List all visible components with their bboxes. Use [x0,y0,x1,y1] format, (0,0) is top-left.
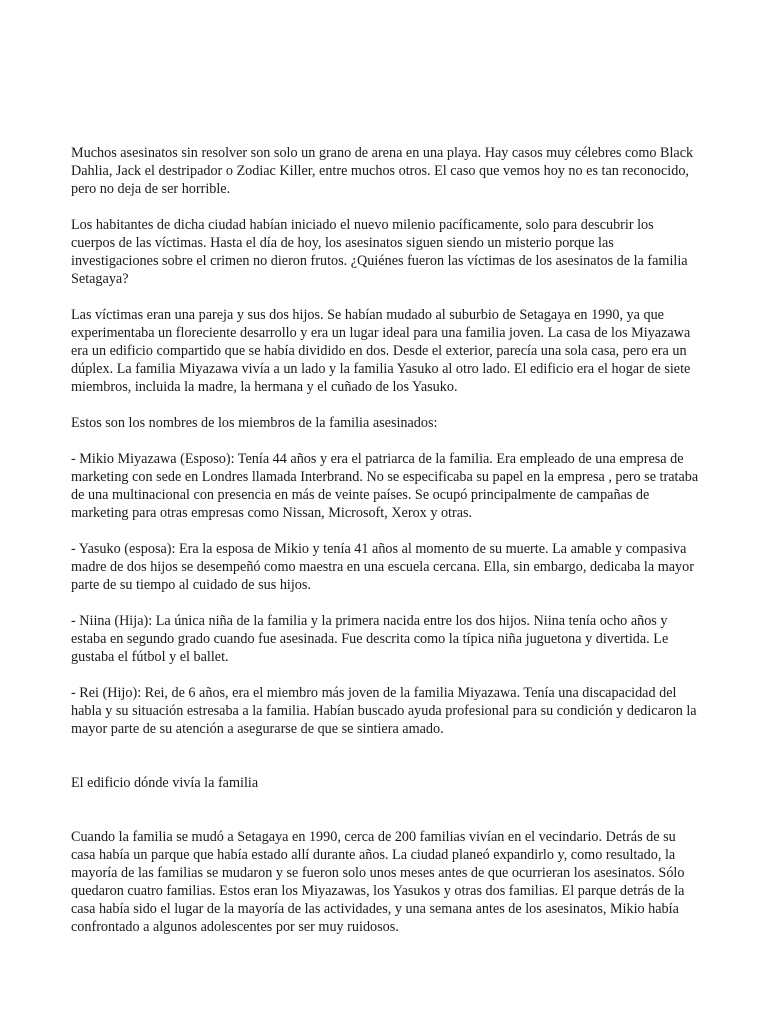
paragraph-yasuko: - Yasuko (esposa): Era la esposa de Mikio y tenía 41 años al momento de su muerte. La amable y compasiva madre de dos hijos se desempeñó como maestra en una escuela cercana. Ella, sin embargo, dedicaba la mayor parte de su tiempo al cuidado de sus hijos. [71,541,694,593]
paragraph-rei: - Rei (Hijo): Rei, de 6 años, era el miembro más joven de la familia Miyazawa. Tenía una discapacidad del habla y su situación estresaba a la familia. Habían buscado ayuda profesional para su condición y dedicaron la mayor parte de su atención a asegurarse de que se sintiera amado. [71,685,697,737]
paragraph-building: Cuando la familia se mudó a Setagaya en 1990, cerca de 200 familias vivían en el vecindario. Detrás de su casa había un parque que había estado allí durante años. La ciudad planeó expandirlo y, como resultado, la mayoría de las familias se mudaron y se fueron solo unos meses antes de que ocurrieran los asesinatos. Sólo quedaron cuatro familias. Estos eran los Miyazawas, los Yasukos y otras dos familias. El parque detrás de la casa había sido el lugar de la mayoría de las actividades, y una semana antes de los asesinatos, Mikio había confrontado a algunos adolescentes por ser muy ruidosos. [71,829,685,935]
paragraph-mikio: - Mikio Miyazawa (Esposo): Tenía 44 años y era el patriarca de la familia. Era empleado de una empresa de marketing con sede en Londres llamada Interbrand. No se especificaba su papel en la empresa , pero se trataba de una multinacional con presencia en más de veinte países. Se ocupó principalmente de campañas de marketing para otras empresas como Nissan, Microsoft, Xerox y otras. [71,451,699,521]
paragraph-members-intro: Estos son los nombres de los miembros de la familia asesinados: [71,415,438,431]
paragraph-niina: - Niina (Hija): La única niña de la familia y la primera nacida entre los dos hijos. Niina tenía ocho años y estaba en segundo grado cuando fue asesinada. Fue descrita como la típica niña juguetona y divertida. Le gustaba el fútbol y el ballet. [71,613,669,665]
paragraph-victims: Las víctimas eran una pareja y sus dos hijos. Se habían mudado al suburbio de Setagaya en 1990, ya que experimentaba un floreciente desarrollo y era un lugar ideal para una familia joven. La casa de los Miyazawa era un edificio compartido que se había dividido en dos. Desde el exterior, parecía una sola casa, pero era un dúplex. La familia Miyazawa vivía a un lado y la familia Yasuko al otro lado. El edificio era el hogar de siete miembros, incluida la madre, la hermana y el cuñado de los Yasuko. [71,307,691,395]
section-heading: El edificio dónde vivía la familia [71,775,259,791]
paragraph-residents: Los habitantes de dicha ciudad habían iniciado el nuevo milenio pacíficamente, solo para descubrir los cuerpos de las víctimas. Hasta el día de hoy, los asesinatos siguen siendo un misterio porque las investigaciones sobre el crimen no dieron frutos. ¿Quiénes fueron las víctimas de los asesinatos de la familia Setagaya? [71,217,688,287]
paragraph-intro: Muchos asesinatos sin resolver son solo un grano de arena en una playa. Hay casos muy célebres como Black Dahlia, Jack el destripador o Zodiac Killer, entre muchos otros. El caso que vemos hoy no es tan reconocido, pero no deja de ser horrible. [71,145,694,197]
document-body [71,144,701,954]
